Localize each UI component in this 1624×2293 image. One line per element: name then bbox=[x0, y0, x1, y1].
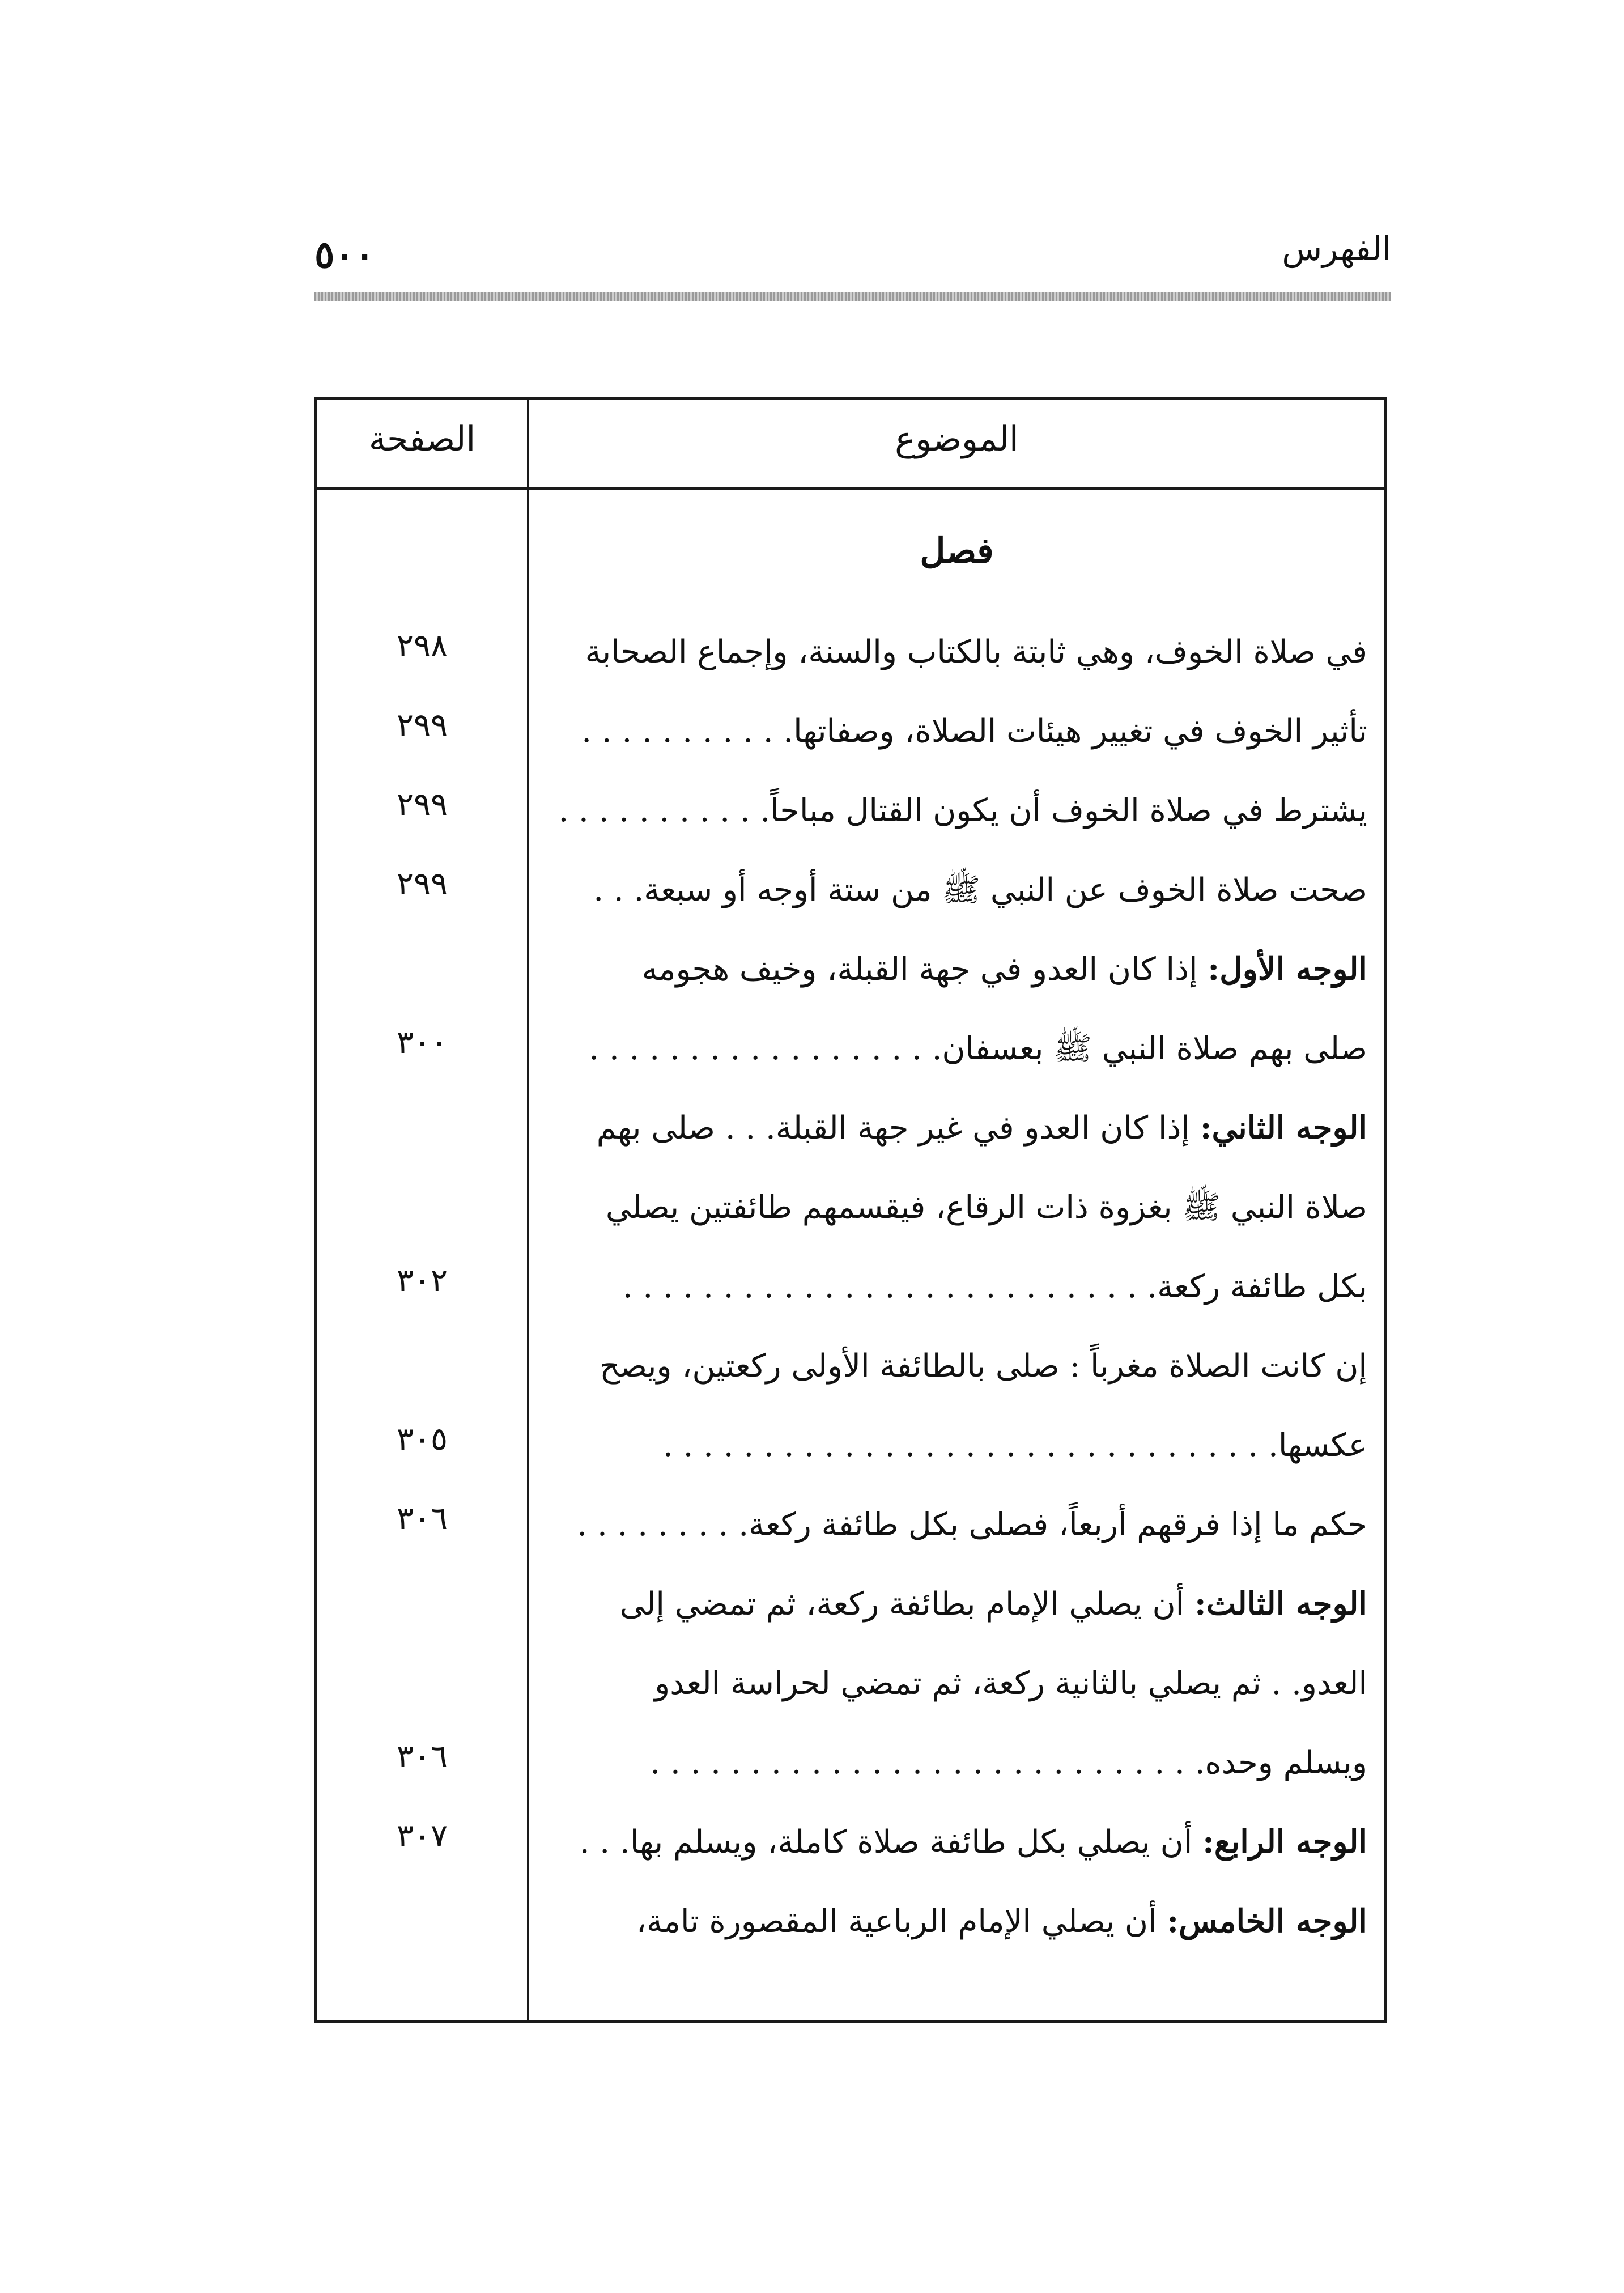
toc-line-text bbox=[558, 1088, 1367, 1168]
toc-line-text bbox=[558, 1485, 1367, 1565]
page-number: ٥٠٠ bbox=[314, 232, 375, 277]
toc-line-body: إن كانت الصلاة مغرباً : صلى بالطائفة الأولى ركعتين، ويصح bbox=[600, 1348, 1367, 1385]
toc-line-body: صلى بهم صلاة النبي ﷺ بعسفان. . . . . . . . . . . . . . . . . . bbox=[589, 1030, 1367, 1067]
toc-line bbox=[529, 929, 1384, 1009]
toc-line bbox=[529, 1088, 1384, 1167]
toc-line-body: ويسلم وحده. . . . . . . . . . . . . . . . . . . . . . . . . . . . bbox=[650, 1744, 1367, 1781]
toc-line-lead: الوجه الأول: bbox=[1208, 950, 1367, 988]
running-title: الفهرس bbox=[1282, 230, 1391, 268]
header-divider bbox=[317, 487, 1384, 490]
header-rule bbox=[314, 292, 1391, 301]
toc-line bbox=[396, 1009, 1384, 1088]
toc-line-lead: الوجه الثالث: bbox=[1194, 1585, 1367, 1623]
toc-line-body: العدو. . ثم يصلي بالثانية ركعة، ثم تمضي لحراسة العدو bbox=[654, 1665, 1367, 1702]
toc-line-body: في صلاة الخوف، وهي ثابتة بالكتاب والسنة، وإجماع الصحابة bbox=[585, 634, 1367, 670]
toc-line bbox=[396, 1485, 1384, 1564]
toc-line-text bbox=[558, 1802, 1367, 1882]
toc-line bbox=[529, 1644, 1384, 1723]
toc-line-page: ٢٩٩ bbox=[396, 786, 448, 823]
toc-line-page: ٣٠٧ bbox=[396, 1818, 448, 1854]
toc-line bbox=[396, 691, 1384, 771]
toc-line-body: أن يصلي الإمام بطائفة ركعة، ثم تمضي إلى bbox=[619, 1586, 1194, 1623]
toc-line bbox=[396, 1405, 1384, 1485]
column-header-page: الصفحة bbox=[368, 419, 476, 459]
toc-line-text bbox=[558, 1326, 1367, 1406]
toc-line-body: بكل طائفة ركعة. . . . . . . . . . . . . . . . . . . . . . . . . . . bbox=[622, 1268, 1367, 1305]
toc-line-text bbox=[558, 1723, 1367, 1803]
toc-line bbox=[396, 612, 1384, 691]
toc-line-lead: الوجه الثاني: bbox=[1200, 1109, 1367, 1146]
toc-table bbox=[314, 397, 1387, 2023]
toc-line-text bbox=[558, 929, 1367, 1009]
toc-line-text bbox=[558, 612, 1367, 692]
toc-line-body: حكم ما إذا فرقهم أربعاً، فصلى بكل طائفة ركعة. . . . . . . . . bbox=[577, 1506, 1367, 1543]
toc-line-page: ٢٩٩ bbox=[396, 707, 448, 744]
toc-line bbox=[396, 1802, 1384, 1882]
toc-line-text bbox=[558, 1167, 1367, 1247]
toc-line bbox=[529, 1326, 1384, 1405]
toc-line bbox=[396, 1247, 1384, 1326]
toc-line-lead: الوجه الخامس: bbox=[1167, 1903, 1367, 1940]
toc-line-text bbox=[558, 691, 1367, 771]
page-header bbox=[314, 224, 1391, 309]
toc-line-text bbox=[558, 1405, 1367, 1485]
toc-line-page: ٣٠٦ bbox=[396, 1500, 448, 1537]
toc-line-body: إذا كان العدو في غير جهة القبلة. . . صلى بهم bbox=[596, 1110, 1200, 1146]
toc-line-body: صلاة النبي ﷺ بغزوة ذات الرقاع، فيقسمهم طائفتين يصلي bbox=[605, 1189, 1367, 1226]
toc-line-body: تأثير الخوف في تغيير هيئات الصلاة، وصفاتها. . . . . . . . . . . bbox=[581, 713, 1367, 750]
toc-line bbox=[396, 1723, 1384, 1802]
toc-line-text bbox=[558, 1644, 1367, 1723]
toc-line-body: أن يصلي بكل طائفة صلاة كاملة، ويسلم بها. . . bbox=[579, 1824, 1203, 1861]
toc-line-text bbox=[558, 1564, 1367, 1644]
toc-line-body: صحت صلاة الخوف عن النبي ﷺ من ستة أوجه أو سبعة. . . bbox=[593, 872, 1367, 908]
toc-line-page: ٣٠٥ bbox=[396, 1421, 448, 1458]
toc-line-text bbox=[558, 850, 1367, 930]
section-title: فصل bbox=[920, 530, 994, 571]
toc-line-body: يشترط في صلاة الخوف أن يكون القتال مباحاً. . . . . . . . . . . bbox=[558, 792, 1367, 829]
toc-line-text bbox=[558, 771, 1367, 851]
toc-line-page: ٣٠٦ bbox=[396, 1738, 448, 1775]
toc-line bbox=[396, 771, 1384, 850]
toc-line-page: ٢٩٩ bbox=[396, 865, 448, 902]
toc-line-page: ٣٠٢ bbox=[396, 1262, 448, 1299]
toc-line-body: أن يصلي الإمام الرباعية المقصورة تامة، bbox=[636, 1903, 1167, 1940]
toc-line-page: ٢٩٨ bbox=[396, 627, 448, 664]
toc-line bbox=[396, 850, 1384, 929]
toc-line bbox=[529, 1167, 1384, 1247]
toc-line-lead: الوجه الرابع: bbox=[1202, 1823, 1367, 1861]
toc-line-text bbox=[558, 1009, 1367, 1089]
toc-line-text bbox=[558, 1247, 1367, 1327]
toc-line bbox=[529, 1564, 1384, 1644]
toc-line-page: ٣٠٠ bbox=[396, 1024, 448, 1061]
toc-line-body: إذا كان العدو في جهة القبلة، وخيف هجومه bbox=[641, 951, 1208, 988]
toc-line-body: عكسها. . . . . . . . . . . . . . . . . . . . . . . . . . . . . . . bbox=[662, 1427, 1367, 1464]
toc-line-text bbox=[558, 1882, 1367, 1961]
column-header-topic: الموضوع bbox=[895, 419, 1019, 459]
toc-line bbox=[529, 1882, 1384, 1961]
